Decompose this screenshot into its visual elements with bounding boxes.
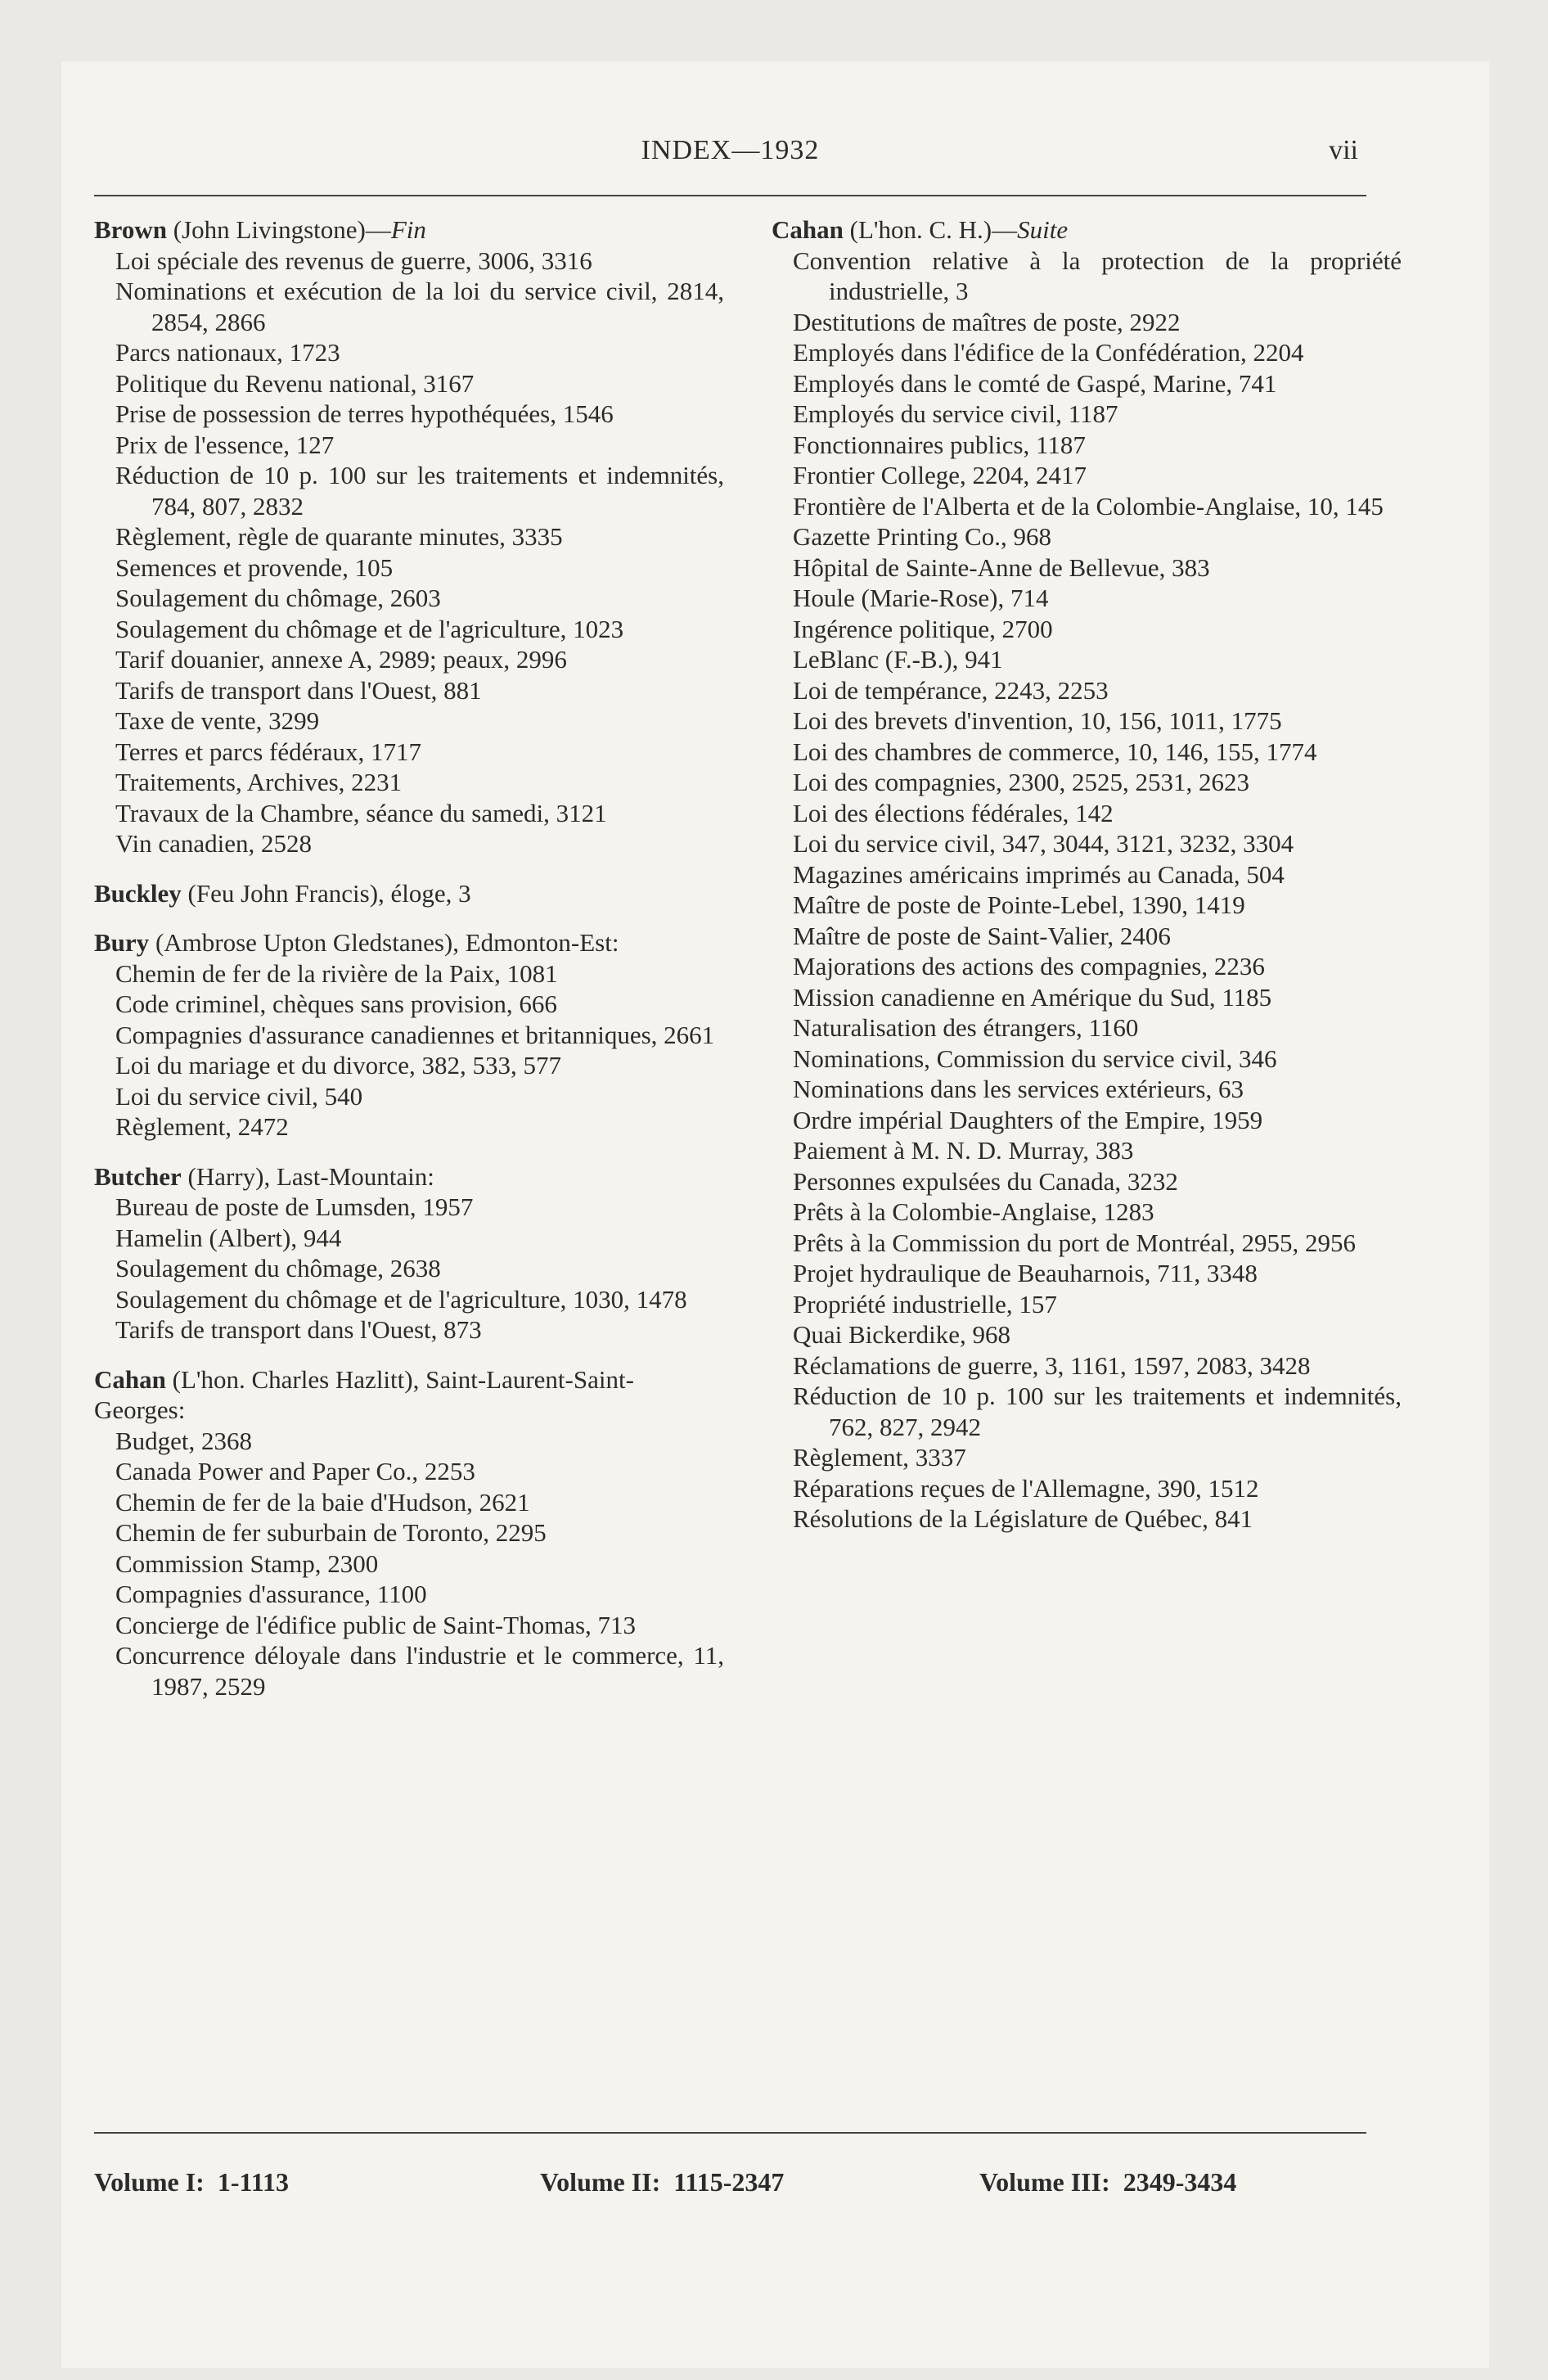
entry-subitem: Nominations et exécution de la loi du service civil, 2814, 2854, 2866: [115, 277, 724, 336]
entry-name: Bury: [94, 928, 150, 957]
entry-subitem: Règlement, 3337: [793, 1443, 966, 1472]
entry-subitem: Vin canadien, 2528: [115, 829, 313, 858]
entry-subitem: Prix de l'essence, 127: [115, 430, 335, 459]
footer-rule: [94, 2132, 1366, 2134]
index-entry: [94, 878, 724, 909]
entry-descriptor: (John Livingstone)—Fin: [167, 215, 426, 244]
entry-heading: [94, 878, 724, 909]
entry-subitem: Quai Bickerdike, 968: [793, 1320, 1011, 1349]
entry-subitem: Loi des élections fédérales, 142: [793, 798, 1114, 827]
entry-subitem: Réduction de 10 p. 100 sur les traitements et indemnités, 784, 807, 2832: [115, 461, 724, 521]
page-header: [94, 135, 1366, 174]
entry-subitem: Compagnies d'assurance canadiennes et britanniques, 2661: [115, 1020, 715, 1049]
entry-heading: [94, 1161, 724, 1192]
entry-subitem: Houle (Marie-Rose), 714: [793, 584, 1049, 612]
entry-descriptor: (L'hon. C. H.)—Suite: [843, 215, 1069, 244]
entry-subitem: Règlement, 2472: [115, 1112, 289, 1141]
entry-subitem: Travaux de la Chambre, séance du samedi, 3121: [115, 798, 607, 827]
entry-descriptor: (Feu John Francis), éloge, 3: [181, 878, 471, 908]
entry-subitem: Soulagement du chômage et de l'agriculture, 1023: [115, 614, 624, 643]
header-rule: [94, 195, 1366, 196]
entry-descriptor: (Harry), Last-Mountain:: [181, 1161, 434, 1191]
entry-subitem: Frontière de l'Alberta et de la Colombie-Anglaise, 10, 145: [793, 491, 1384, 521]
entry-subitem: Destitutions de maîtres de poste, 2922: [793, 307, 1181, 336]
entry-subitem: Réduction de 10 p. 100 sur les traitements et indemnités, 762, 827, 2942: [793, 1382, 1402, 1441]
entry-subitem: Fonctionnaires publics, 1187: [793, 430, 1086, 459]
index-entry: [94, 1161, 724, 1346]
entry-subitem: Majorations des actions des compagnies, 2236: [793, 952, 1265, 980]
entry-subitem: Compagnies d'assurance, 1100: [115, 1580, 427, 1608]
entry-descriptor: (Ambrose Upton Gledstanes), Edmonton-Est:: [149, 928, 619, 957]
entry-subitem: Loi du service civil, 347, 3044, 3121, 3232, 3304: [793, 829, 1294, 858]
entry-subitem: Employés dans le comté de Gaspé, Marine, 741: [793, 368, 1277, 398]
entry-name: Buckley: [94, 878, 182, 908]
entry-subitem: Politique du Revenu national, 3167: [115, 368, 475, 398]
entry-subitem: Parcs nationaux, 1723: [115, 338, 340, 367]
index-entry: [94, 927, 724, 1143]
entry-subitem: Gazette Printing Co., 968: [793, 522, 1051, 551]
entry-name: Brown: [94, 215, 168, 244]
entry-subitem: Chemin de fer suburbain de Toronto, 2295: [115, 1518, 547, 1547]
index-column-left: [94, 214, 724, 1720]
entry-subitem: Magazines américains imprimés au Canada, 504: [793, 859, 1285, 889]
entry-subitem: Loi des compagnies, 2300, 2525, 2531, 2623: [793, 768, 1249, 796]
entry-subitem: Prêts à la Colombie-Anglaise, 1283: [793, 1197, 1154, 1226]
entry-subitem: Concierge de l'édifice public de Saint-Thomas, 713: [115, 1610, 637, 1639]
entry-subitem: Tarifs de transport dans l'Ouest, 873: [115, 1315, 482, 1344]
entry-subitem: Loi des brevets d'invention, 10, 156, 1011, 1775: [793, 706, 1282, 735]
entry-name: Cahan: [94, 1364, 166, 1394]
entry-subitem: Réparations reçues de l'Allemagne, 390, 1512: [793, 1473, 1259, 1503]
entry-subitem: Terres et parcs fédéraux, 1717: [115, 737, 421, 766]
entry-subitem: Paiement à M. N. D. Murray, 383: [793, 1136, 1134, 1165]
entry-name: Cahan: [772, 215, 844, 244]
entry-subitem: Nominations, Commission du service civil, 346: [793, 1044, 1277, 1073]
index-entry: [94, 214, 724, 859]
entry-subitem: Employés du service civil, 1187: [793, 399, 1118, 428]
entry-subitem: Résolutions de la Législature de Québec, 841: [793, 1504, 1253, 1533]
entry-subitem: Hamelin (Albert), 944: [115, 1223, 342, 1252]
entry-heading: [94, 214, 724, 246]
entry-subitem: Loi du service civil, 540: [115, 1081, 363, 1111]
entry-subitem: Maître de poste de Pointe-Lebel, 1390, 1419: [793, 890, 1245, 919]
entry-heading: [772, 214, 1402, 246]
entry-subitem: Maître de poste de Saint-Valier, 2406: [793, 921, 1171, 950]
entry-subitem: Commission Stamp, 2300: [115, 1548, 379, 1578]
entry-subitem: Budget, 2368: [115, 1426, 253, 1455]
entry-subitem: Ingérence politique, 2700: [793, 614, 1053, 643]
entry-subitem: Hôpital de Sainte-Anne de Bellevue, 383: [793, 552, 1210, 582]
entry-subitem: Chemin de fer de la baie d'Hudson, 2621: [115, 1487, 530, 1517]
entry-subitem: Canada Power and Paper Co., 2253: [115, 1457, 475, 1485]
entry-subitem: Loi de tempérance, 2243, 2253: [793, 675, 1109, 705]
page-number: vii: [1329, 135, 1358, 165]
entry-subitem: Loi spéciale des revenus de guerre, 3006, 3316: [115, 246, 592, 275]
footer-volume-2: Volume II: 1115-2347: [540, 2167, 785, 2197]
footer-volume-3: Volume III: 2349-3434: [979, 2167, 1237, 2197]
entry-subitem: Soulagement du chômage, 2603: [115, 584, 441, 612]
entry-subitem: Employés dans l'édifice de la Confédération, 2204: [793, 338, 1304, 367]
entry-descriptor: (L'hon. Charles Hazlitt), Saint-Laurent-Saint-Georges:: [94, 1364, 634, 1424]
entry-subitem: Traitements, Archives, 2231: [115, 768, 403, 796]
entry-subitem: Réclamations de guerre, 3, 1161, 1597, 2083, 3428: [793, 1350, 1311, 1380]
entry-subitem: Loi du mariage et du divorce, 382, 533, 577: [115, 1051, 561, 1080]
page-title: INDEX—1932: [641, 135, 820, 165]
index-entry: [772, 214, 1402, 1535]
entry-subitem: Bureau de poste de Lumsden, 1957: [115, 1192, 474, 1221]
entry-subitem: Personnes expulsées du Canada, 3232: [793, 1166, 1178, 1196]
entry-subitem: Propriété industrielle, 157: [793, 1289, 1057, 1318]
entry-subitem: LeBlanc (F.-B.), 941: [793, 645, 1003, 674]
entry-heading: [94, 927, 724, 958]
entry-subitem: Soulagement du chômage et de l'agriculture, 1030, 1478: [115, 1284, 687, 1314]
entry-name: Butcher: [94, 1161, 182, 1191]
index-entry: [94, 1364, 724, 1702]
entry-subitem: Prise de possession de terres hypothéquées, 1546: [115, 399, 614, 428]
entry-subitem: Ordre impérial Daughters of the Empire, 1959: [793, 1105, 1263, 1134]
entry-subitem: Semences et provende, 105: [115, 552, 394, 582]
entry-subitem: Projet hydraulique de Beauharnois, 711, 3348: [793, 1259, 1258, 1287]
page-footer: [94, 2167, 1366, 2203]
entry-subitem: Naturalisation des étrangers, 1160: [793, 1013, 1139, 1042]
entry-subitem: Code criminel, chèques sans provision, 666: [115, 989, 557, 1018]
entry-subitem: Tarifs de transport dans l'Ouest, 881: [115, 675, 482, 705]
entry-subitem: Soulagement du chômage, 2638: [115, 1254, 441, 1282]
entry-subitem: Mission canadienne en Amérique du Sud, 1185: [793, 982, 1272, 1012]
entry-subitem: Prêts à la Commission du port de Montréal, 2955, 2956: [793, 1228, 1356, 1257]
entry-subitem: Chemin de fer de la rivière de la Paix, 1081: [115, 958, 558, 988]
footer-volume-1: Volume I: 1-1113: [94, 2167, 289, 2197]
entry-subitem: Nominations dans les services extérieurs, 63: [793, 1075, 1244, 1103]
entry-subitem: Frontier College, 2204, 2417: [793, 461, 1087, 489]
index-column-right: [772, 214, 1402, 1553]
entry-subitem: Taxe de vente, 3299: [115, 706, 320, 735]
entry-heading: [94, 1364, 724, 1426]
entry-subitem: Loi des chambres de commerce, 10, 146, 155, 1774: [793, 737, 1317, 766]
entry-subitem: Tarif douanier, annexe A, 2989; peaux, 2996: [115, 645, 567, 674]
entry-subitem: Règlement, règle de quarante minutes, 3335: [115, 522, 563, 551]
entry-subitem: Concurrence déloyale dans l'industrie et le commerce, 11, 1987, 2529: [115, 1641, 724, 1701]
entry-subitem: Convention relative à la protection de la propriété industrielle, 3: [793, 246, 1402, 305]
